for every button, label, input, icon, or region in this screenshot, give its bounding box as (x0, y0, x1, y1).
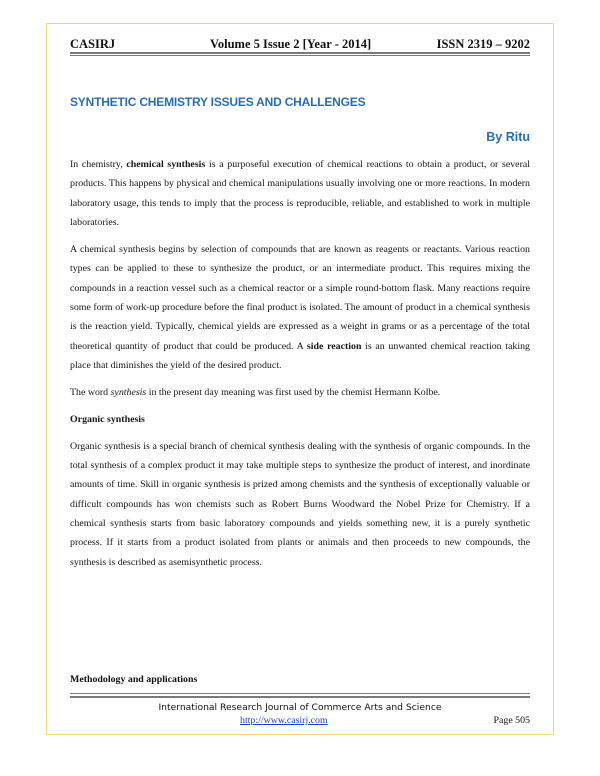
paragraph-word-origin (70, 383, 530, 402)
header-divider-thick (70, 52, 530, 54)
article-author: By Ritu (486, 130, 530, 144)
section-heading-organic-synthesis: Organic synthesis (70, 413, 145, 425)
section-heading-methodology: Methodology and applications (70, 674, 198, 685)
paragraph-organic-synthesis: Organic synthesis is a special branch of chemical synthesis dealing with the synthesis of organic compounds. In the total synthesis of a complex product it may take multiple steps to synthesize the product of interest, and inordinate amounts of time. Skill in organic synthesis is prized among chemists and the synthesis of exceptionally valuable or difficult compounds has won chemists such as Robert Burns Woodward the Nobel Prize for Chemistry. If a chemical synthesis starts from basic laboratory compounds and yields something new, it is a purely synthetic process. If it starts from a product isolated from plants or animals and then proceeds to new compounds, the synthesis is described as asemisynthetic process. (70, 440, 530, 568)
paragraph-text: is a purposeful execution of chemical reactions to obtain a product, or several products. This happens by physical and chemical manipulations usually involving one or more reactions. In modern laboratory usage, this tends to imply that the process is reproducible, reliable, and established to work in multiple laboratories. (70, 159, 530, 228)
term-side-reaction: side reaction (306, 340, 362, 352)
term-chemical-synthesis: chemical synthesis (126, 159, 206, 170)
header-divider-thin (70, 55, 530, 56)
paragraph-text: The word (70, 387, 111, 399)
page-number: Page 505 (493, 715, 530, 726)
paragraph-text: A chemical synthesis begins by selection of compounds that are known as reagents or reactants. Various reaction types can be applied to these to synthesize the product, or an intermediate product. This requires mixing the compounds in a reaction vessel such as a chemical reactor or a simple round-bottom flask. Many reactions require some form of work-up procedure before the final product is isolated. The amount of product in a chemical synthesis is the reaction yield. Typically, chemical yields are expressed as a weight in grams or as a percentage of the total theoretical quantity of product that could be produced. A (70, 244, 530, 352)
header-journal-name: CASIRJ (70, 37, 116, 51)
header-issn: ISSN 2319 – 9202 (436, 37, 530, 51)
header-volume-issue: Volume 5 Issue 2 [Year - 2014] (210, 37, 372, 51)
footer-journal-name: International Research Journal of Commerce Arts and Science (158, 702, 442, 713)
footer-divider-thin (70, 693, 530, 694)
article-title: SYNTHETIC CHEMISTRY ISSUES AND CHALLENGES (70, 95, 366, 109)
term-synthesis: synthesis (110, 387, 147, 399)
journal-website-link[interactable]: http://www.casirj.com (240, 715, 328, 726)
footer-divider-thick (70, 696, 530, 698)
article-body (70, 155, 530, 580)
paragraph-text: is an unwanted chemical reaction taking place that diminishes the yield of the desired product. (70, 340, 530, 371)
running-header (70, 37, 530, 51)
paragraph-intro (70, 155, 530, 232)
paragraph-synthesis-steps (70, 240, 530, 375)
paragraph-text: In chemistry, (70, 159, 127, 170)
paragraph-text: in the present day meaning was first used by the chemist Hermann Kolbe. (146, 387, 441, 399)
